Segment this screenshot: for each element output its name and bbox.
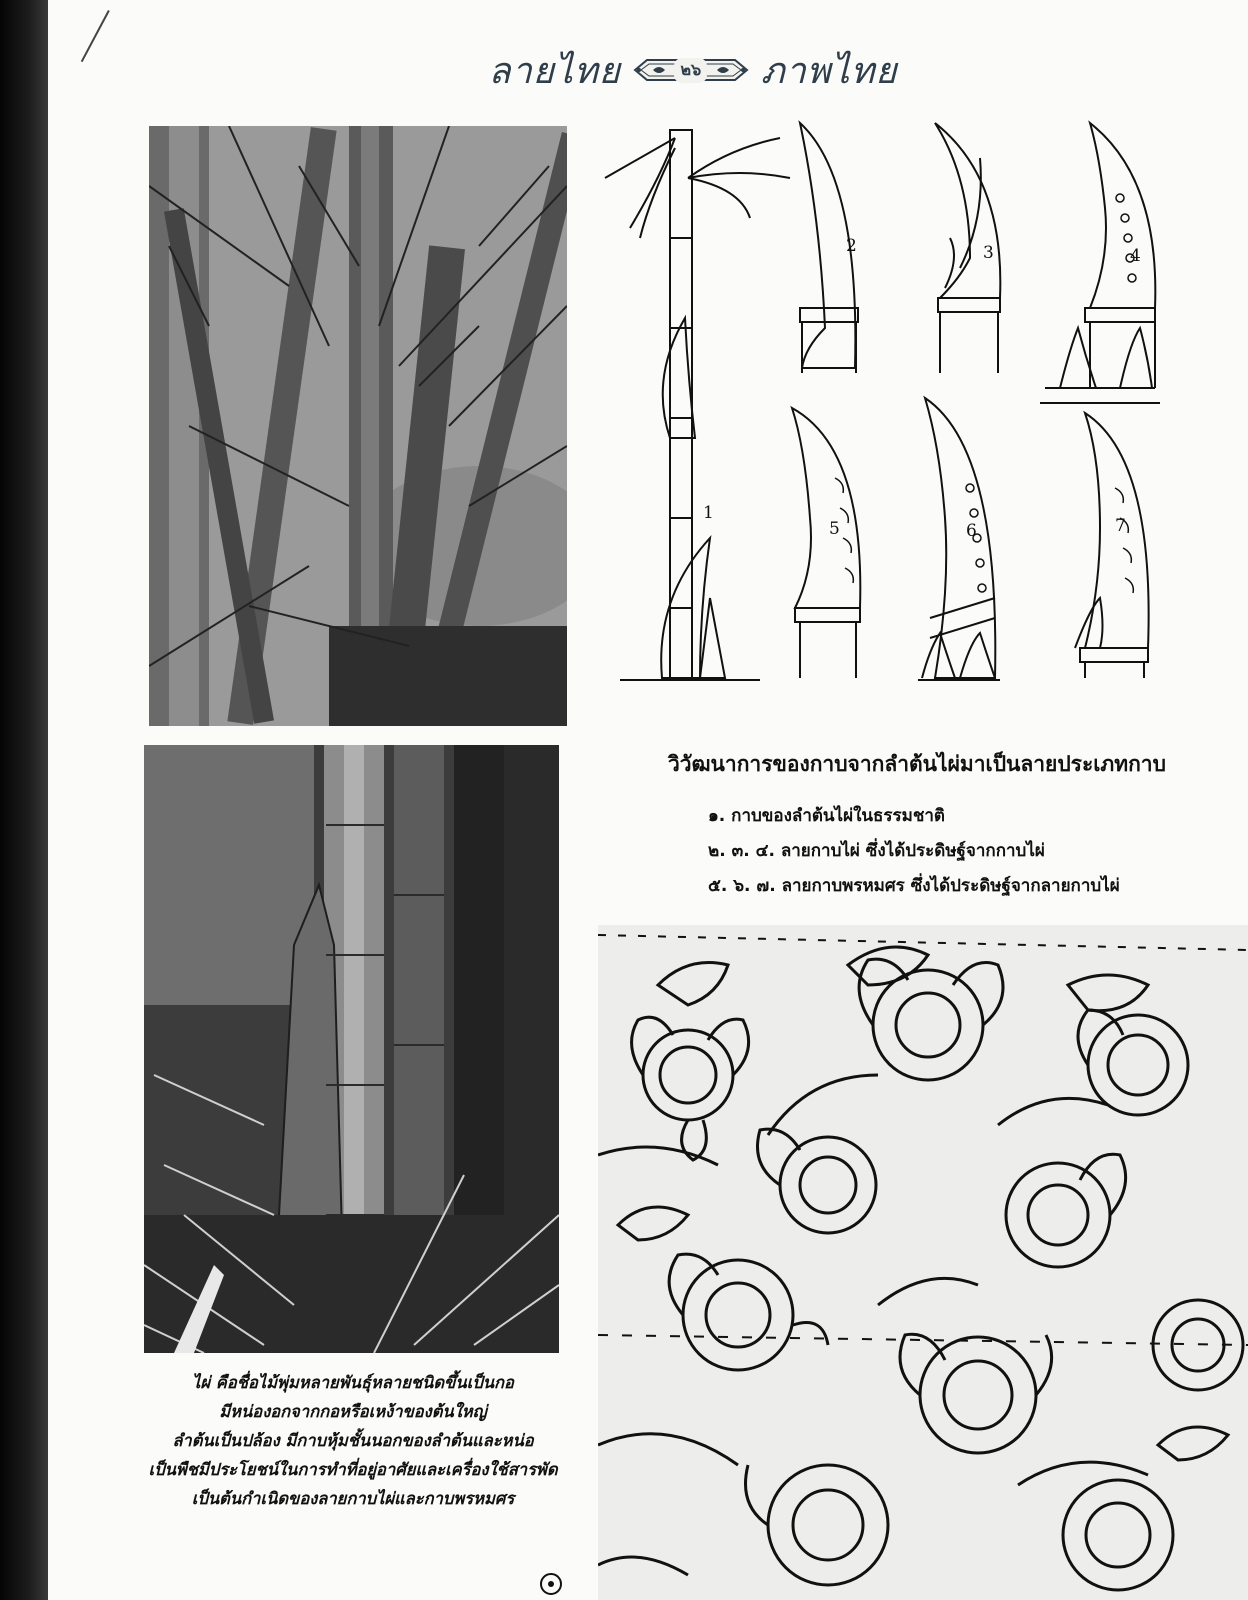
figure-label-7: 7 — [1115, 516, 1126, 536]
bamboo-grove-photo — [149, 126, 567, 726]
page-number: ๒๖ — [674, 58, 707, 83]
caption-line-2: มีหน่องอกจากกอหรือเหง้าของต้นใหญ่ — [219, 1402, 487, 1421]
caption-item-1: ๑. กาบของลำต้นไผ่ในธรรมชาติ — [708, 806, 945, 826]
bamboo-sheath-evolution-diagram — [600, 118, 1200, 710]
caption-line-3: ลำต้นเป็นปล้อง มีกาบหุ้มชั้นนอกของลำต้นและหน่อ — [172, 1431, 534, 1450]
book-binding-edge — [0, 0, 48, 1600]
book-page — [48, 0, 1248, 1600]
caption-line-4: เป็นพืชมีประโยชน์ในการทำที่อยู่อาศัยและเครื่องใช้สารพัด — [148, 1460, 558, 1479]
caption-line-1: ไผ่ คือชื่อไม้พุ่มหลายพันธุ์หลายชนิดขึ้นเป็นกอ — [192, 1373, 514, 1392]
figure-label-5: 5 — [829, 519, 840, 539]
header-left-title: ลายไทย — [488, 50, 621, 92]
caption-item-3: ๕. ๖. ๗. ลายกาบพรหมศร ซึ่งได้ประดิษฐ์จากลายกาบไผ่ — [708, 876, 1120, 896]
page-number-badge — [631, 52, 751, 88]
floral-line-drawing — [598, 925, 1248, 1600]
page-header — [478, 45, 908, 95]
figure-label-2: 2 — [846, 236, 857, 256]
page-corner-mark — [81, 10, 110, 62]
circle-dot-icon — [539, 1572, 563, 1596]
header-right-title: ภาพไทย — [760, 50, 898, 92]
figure-label-1: 1 — [703, 503, 714, 523]
figure-label-6: 6 — [966, 521, 977, 541]
figure-label-4: 4 — [1130, 246, 1141, 266]
figure-label-3: 3 — [983, 243, 994, 263]
caption-item-2: ๒. ๓. ๔. ลายกาบไผ่ ซึ่งได้ประดิษฐ์จากกาบไผ่ — [708, 841, 1045, 861]
diagram-caption-title: วิวัฒนาการของกาบจากลำต้นไผ่มาเป็นลายประเภทกาบ — [668, 752, 1166, 776]
bamboo-shoot-photo — [144, 745, 559, 1353]
caption-line-5: เป็นต้นกำเนิดของลายกาบไผ่และกาบพรหมศร — [191, 1489, 515, 1508]
bamboo-description-caption — [128, 1368, 578, 1513]
